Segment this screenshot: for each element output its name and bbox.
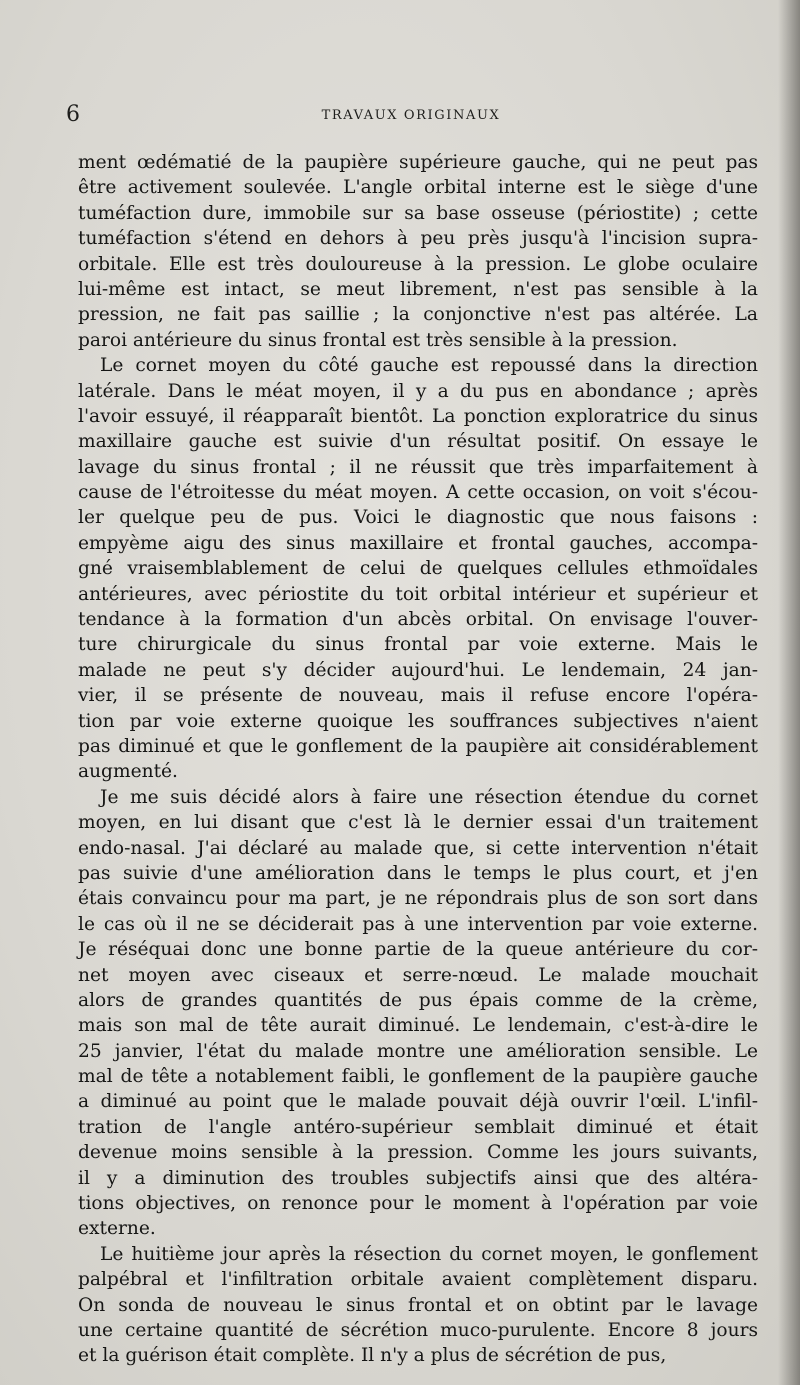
- text-line: une certaine quantité de sécrétion muco-purulente. Encore 8 jours: [78, 1319, 758, 1341]
- running-title: TRAVAUX ORIGINAUX: [321, 108, 501, 123]
- text-line: moyen, en lui disant que c'est là le dernier essai d'un traitement: [78, 812, 758, 834]
- text-line: ment œdématié de la paupière supérieure gauche, qui ne peut pas: [78, 152, 758, 173]
- text-line: net moyen avec ciseaux et serre-nœud. Le malade mouchait: [78, 964, 758, 986]
- text-line: étais convaincu pour ma part, je ne répondrais plus de son sort dans: [78, 888, 758, 910]
- text-line: palpébral et l'infiltration orbitale avaient complètement disparu.: [78, 1269, 758, 1291]
- text-line: tuméfaction s'étend en dehors à peu près jusqu'à l'incision supra-: [78, 228, 758, 250]
- text-line: devenue moins sensible à la pression. Comme les jours suivants,: [78, 1142, 758, 1164]
- text-line: gné vraisemblablement de celui de quelques cellules ethmoïdales: [78, 558, 758, 580]
- text-line: antérieures, avec périostite du toit orbital intérieur et supérieur et: [78, 583, 758, 605]
- text-line: paroi antérieure du sinus frontal est très sensible à la pression.: [78, 329, 678, 351]
- running-head: [66, 102, 756, 132]
- text-line: le cas où il ne se déciderait pas à une intervention par voie externe.: [78, 913, 758, 935]
- page-number: 6: [66, 102, 80, 127]
- paragraph: [78, 785, 758, 1242]
- text-line: endo-nasal. J'ai déclaré au malade que, si cette intervention n'était: [78, 837, 758, 859]
- text-line: 25 janvier, l'état du malade montre une amélioration sensible. Le: [78, 1040, 758, 1062]
- text-line: il y a diminution des troubles subjectifs ainsi que des altéra-: [78, 1167, 758, 1189]
- text-line: et la guérison était complète. Il n'y a plus de sécrétion de pus,: [78, 1345, 667, 1367]
- text-line: vier, il se présente de nouveau, mais il refuse encore l'opéra-: [78, 685, 758, 707]
- text-line: ture chirurgicale du sinus frontal par voie externe. Mais le: [78, 634, 758, 656]
- text-line: lui-même est intact, se meut librement, n'est pas sensible à la: [78, 278, 758, 300]
- text-line: cause de l'étroitesse du méat moyen. A cette occasion, on voit s'écou-: [78, 482, 758, 504]
- text-line: tuméfaction dure, immobile sur sa base osseuse (périostite) ; cette: [78, 202, 758, 224]
- text-line: pression, ne fait pas saillie ; la conjonctive n'est pas altérée. La: [78, 304, 758, 326]
- text-line: pas suivie d'une amélioration dans le temps le plus court, et j'en: [78, 862, 758, 884]
- text-line: empyème aigu des sinus maxillaire et frontal gauches, accompa-: [78, 532, 758, 554]
- text-line: Le cornet moyen du côté gauche est repoussé dans la direction: [100, 355, 758, 377]
- text-line: pas diminué et que le gonflement de la paupière ait considérablement: [78, 735, 758, 757]
- text-line: tions objectives, on renonce pour le moment à l'opération par voie: [78, 1193, 758, 1215]
- text-line: mais son mal de tête aurait diminué. Le lendemain, c'est-à-dire le: [78, 1015, 758, 1037]
- paragraph: [78, 1242, 758, 1369]
- text-line: Je me suis décidé alors à faire une résection étendue du cornet: [100, 786, 758, 808]
- text-line: a diminué au point que le malade pouvait déjà ouvrir l'œil. L'infil-: [78, 1091, 758, 1113]
- paragraph: [78, 150, 758, 353]
- text-line: maxillaire gauche est suivie d'un résultat positif. On essaye le: [78, 431, 758, 453]
- text-line: externe.: [78, 1218, 156, 1240]
- body-text: [78, 150, 758, 1369]
- text-line: ler quelque peu de pus. Voici le diagnostic que nous faisons :: [78, 507, 758, 529]
- text-line: augmenté.: [78, 761, 178, 783]
- text-line: mal de tête a notablement faibli, le gonflement de la paupière gauche: [78, 1066, 758, 1088]
- text-line: alors de grandes quantités de pus épais comme de la crème,: [78, 989, 758, 1011]
- paragraph: [78, 353, 758, 785]
- text-line: tration de l'angle antéro-supérieur semblait diminué et était: [78, 1116, 758, 1138]
- text-line: tendance à la formation d'un abcès orbital. On envisage l'ouver-: [78, 609, 758, 631]
- text-line: malade ne peut s'y décider aujourd'hui. Le lendemain, 24 jan-: [78, 659, 758, 681]
- page-edge-shadow: [778, 0, 800, 1385]
- text-line: Je réséquai donc une bonne partie de la queue antérieure du cor-: [78, 939, 758, 961]
- text-line: On sonda de nouveau le sinus frontal et on obtint par le lavage: [78, 1294, 758, 1316]
- text-line: Le huitième jour après la résection du cornet moyen, le gonflement: [100, 1243, 758, 1265]
- text-line: l'avoir essuyé, il réapparaît bientôt. La ponction exploratrice du sinus: [78, 405, 758, 427]
- text-line: latérale. Dans le méat moyen, il y a du pus en abondance ; après: [78, 380, 758, 402]
- text-line: être activement soulevée. L'angle orbital interne est le siège d'une: [78, 177, 758, 199]
- text-line: orbitale. Elle est très douloureuse à la pression. Le globe oculaire: [78, 253, 758, 275]
- text-line: lavage du sinus frontal ; il ne réussit que très imparfaitement à: [78, 456, 758, 478]
- text-line: tion par voie externe quoique les souffrances subjectives n'aient: [78, 710, 758, 732]
